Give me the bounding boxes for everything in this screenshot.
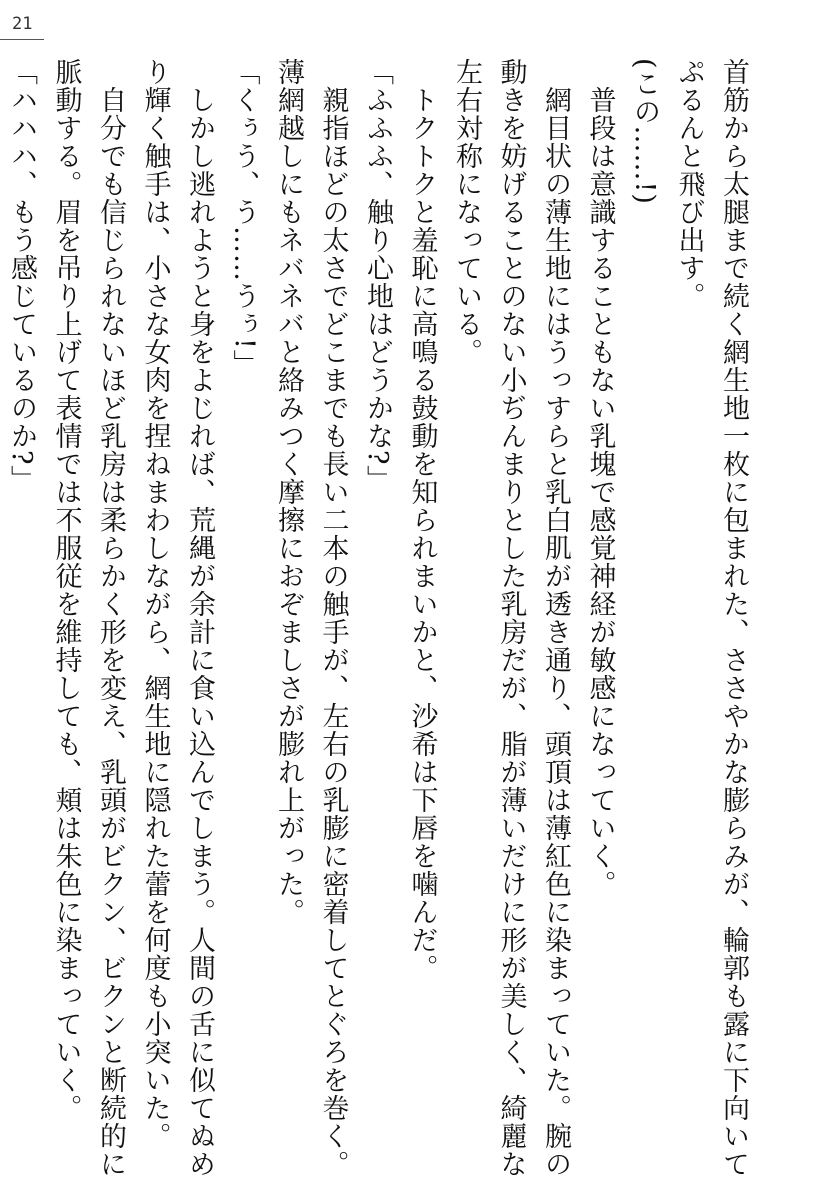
text-line: 自分でも信じられないほど乳房は柔らかく形を変え、乳頭がビクン、ビクンと断続的に (95, 58, 126, 1178)
text-line: 首筋から太腿まで続く網生地一枚に包まれた、ささやかな膨らみが、輪郭も露に下向いて (718, 58, 749, 1178)
text-line: 網目状の薄生地にはうっすらと乳白肌が透き通り、頭頂は薄紅色に染まっていた。腕の (540, 58, 571, 1178)
text-line: 親指ほどの太さでどこまでも長い二本の触手が、左右の乳膨に密着してとぐろを巻く。 (317, 58, 349, 1178)
text-line: 「くぅう、う……うぅ!」 (228, 58, 260, 378)
text-line: 「ハハハ、もう感じているのか?」 (6, 58, 37, 494)
header-rule (0, 39, 44, 40)
page-number: 21 (12, 14, 33, 34)
text-line: (この……!) (629, 58, 660, 205)
novel-body-text (0, 58, 755, 1178)
text-line: 薄網越しにもネバネバと絡みつく摩擦におぞましさが膨れ上がった。 (273, 58, 304, 926)
text-line: 左右対称になっている。 (451, 58, 482, 366)
text-line: 脈動する。眉を吊り上げて表情では不服従を維持しても、頬は朱色に染まっていく。 (50, 58, 82, 1122)
text-line: り輝く触手は、小さな女肉を捏ねまわしながら、網生地に隠れた蕾を何度も小突いた。 (139, 58, 171, 1150)
text-line: しかし逃れようと身をよじれば、荒縄が余計に食い込んでしまう。人間の舌に似てぬめ (184, 58, 215, 1178)
text-line: 動きを妨げることのない小ぢんまりとした乳房だが、脂が薄いだけに形が美しく、綺麗な (495, 58, 527, 1178)
text-line: 「ふふふ、触り心地はどうかな?」 (362, 58, 393, 494)
text-line: トクトクと羞恥に高鳴る鼓動を知られまいかと、沙希は下唇を噛んだ。 (406, 58, 438, 982)
text-line: 普段は意識することもない乳塊で感覚神経が敏感になっていく。 (584, 58, 616, 898)
text-line: ぷるんと飛び出す。 (673, 58, 705, 310)
